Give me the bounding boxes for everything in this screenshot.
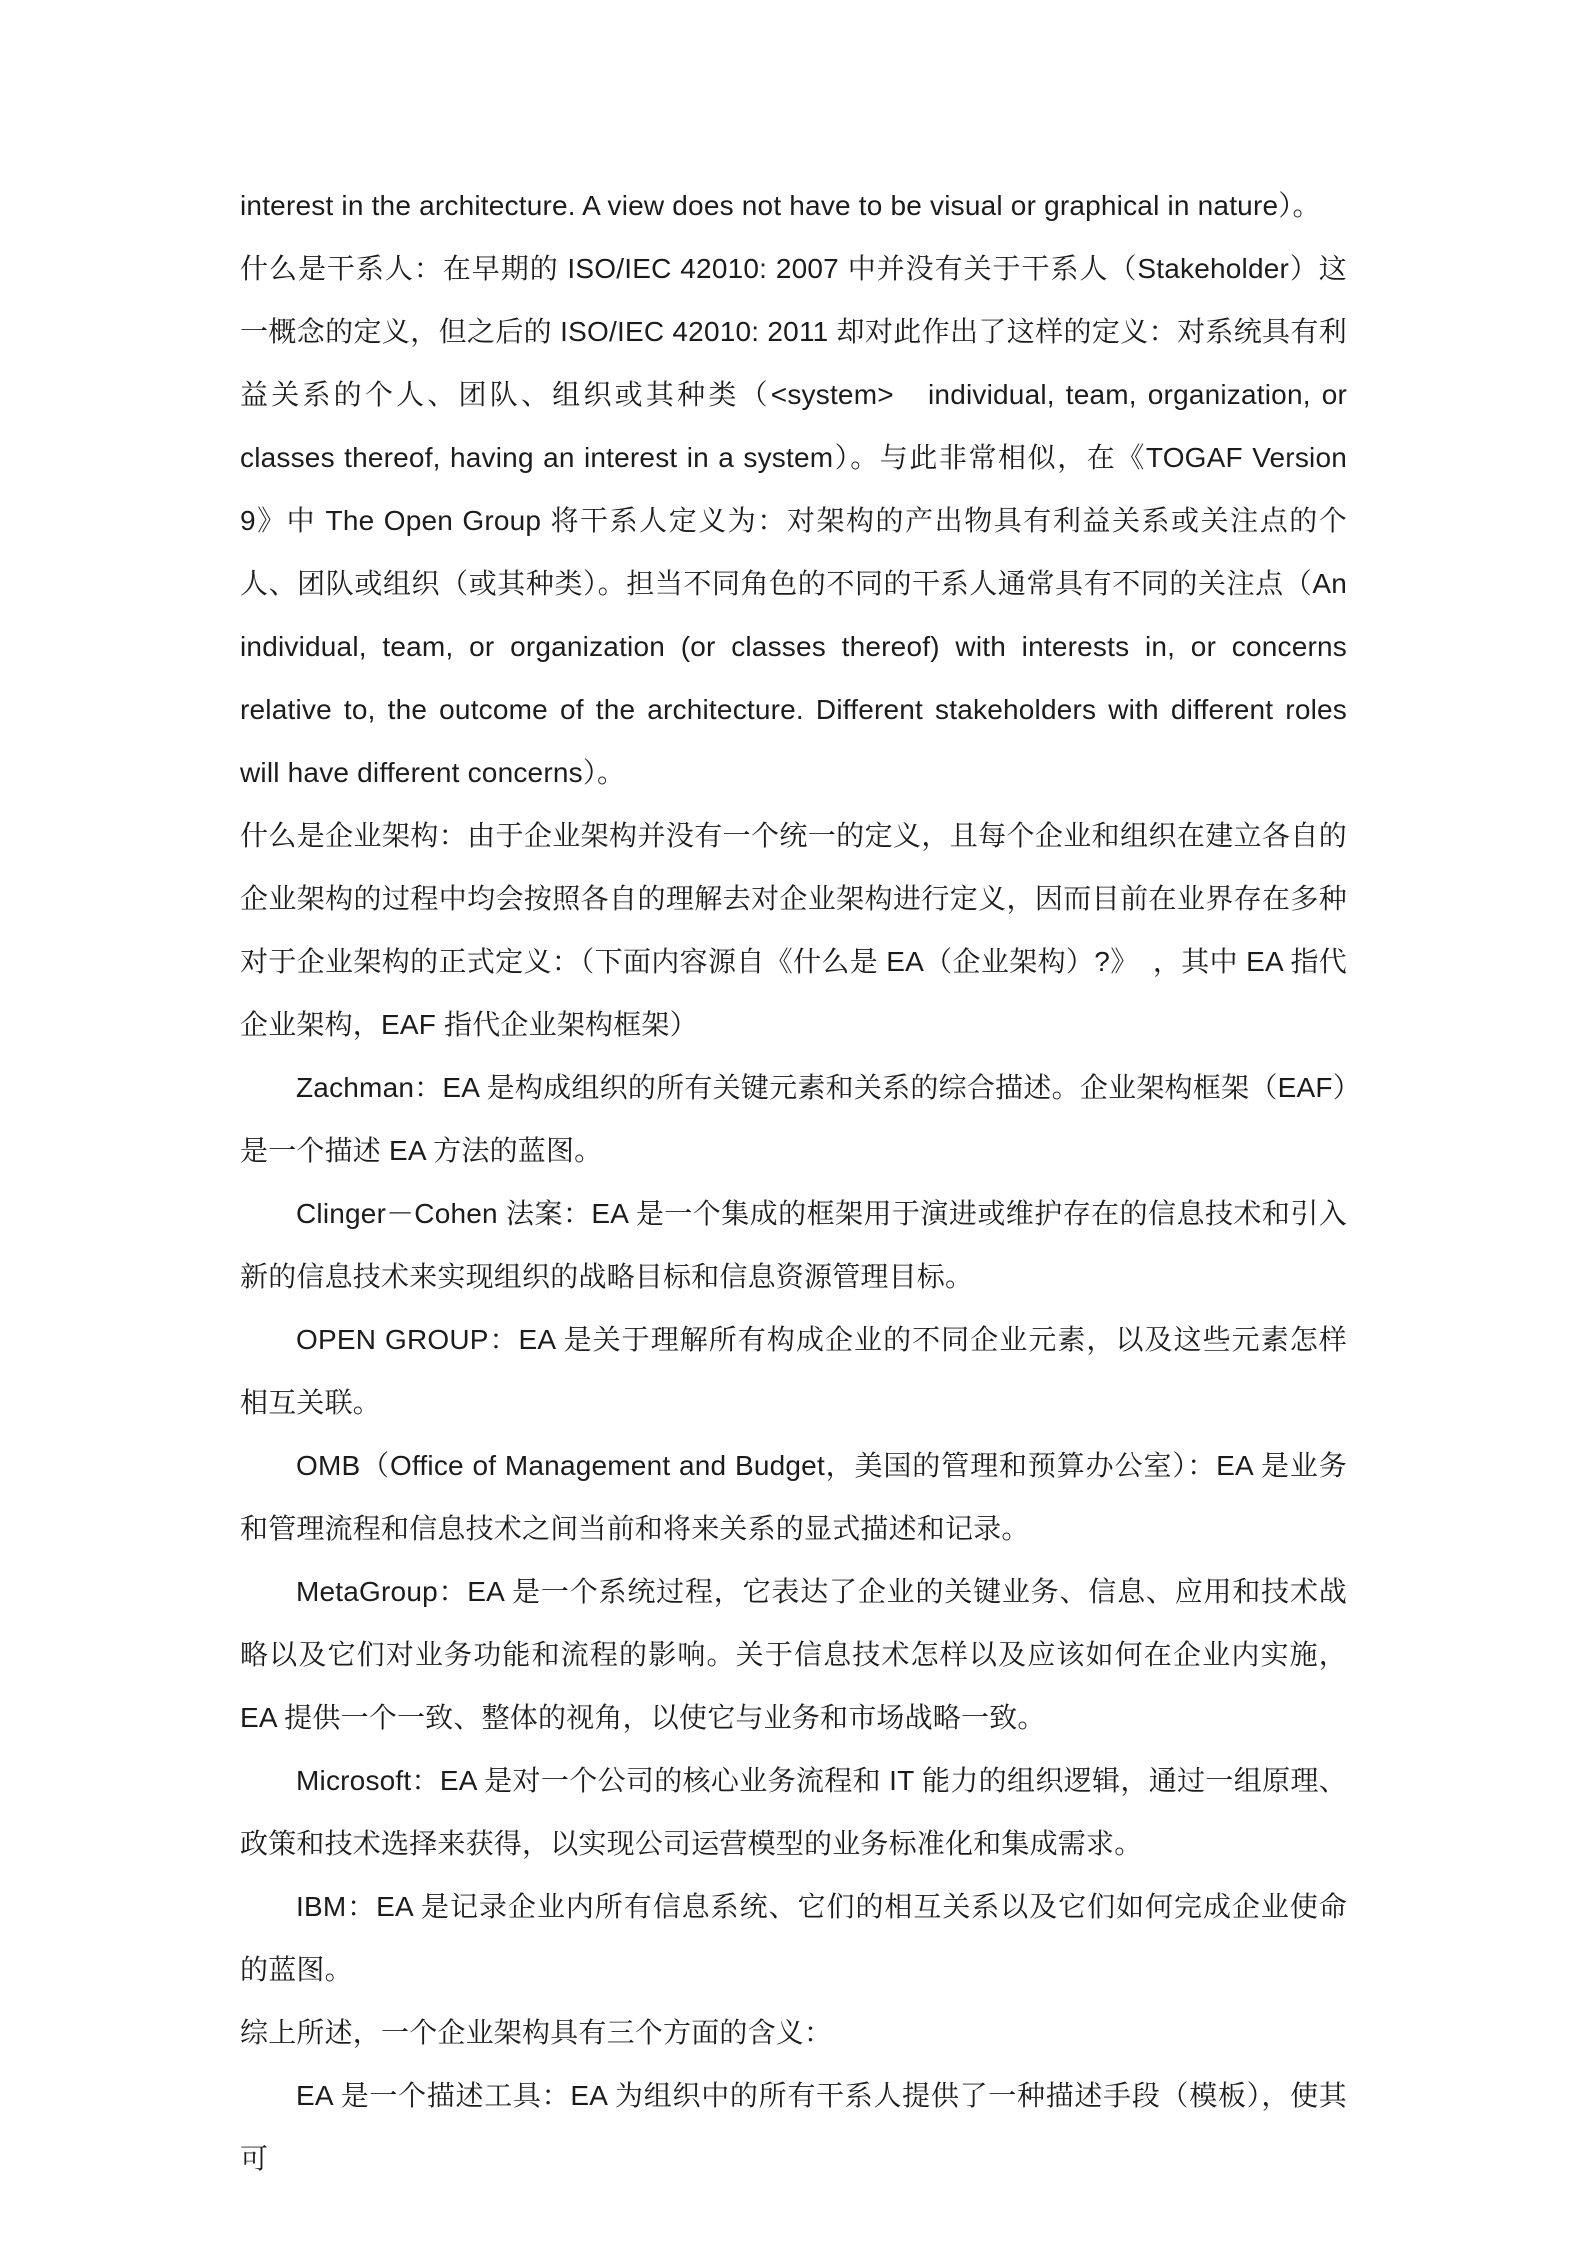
paragraph-continuation-from-previous-page: interest in the architecture. A view does not have to be visual or graphical in nature）。 — [240, 190, 1321, 221]
paragraph-stakeholder-definition: 什么是干系人：在早期的 ISO/IEC 42010: 2007 中并没有关于干系人（Stakeholder）这一概念的定义，但之后的 ISO/IEC 42010: 2011 却对此作出了这样的定义：对系统具有利益关系的个人、团队、组织或其种类（<system> individual, team, organization, or classes thereof, having an interest in a system）。与此非常相似，在《TOGAF Version 9》中 The Open Group 将干系人定义为：对架构的产出物具有利益关系或关注点的个人、团队或组织（或其种类）。担当不同角色的不同的干系人通常具有不同的关注点（An individual, team, or organization (or classes thereof) with interests in, or concerns relative to, the outcome of the architecture. Different stakeholders with different roles will have different concerns）。 — [240, 253, 1347, 788]
paragraph-open-group-definition: OPEN GROUP：EA 是关于理解所有构成企业的不同企业元素，以及这些元素怎样相互关联。 — [240, 1324, 1347, 1418]
paragraph-metagroup-definition: MetaGroup：EA 是一个系统过程，它表达了企业的关键业务、信息、应用和技术战略以及它们对业务功能和流程的影响。关于信息技术怎样以及应该如何在企业内实施，EA 提供一个一致、整体的视角，以使它与业务和市场战略一致。 — [240, 1576, 1347, 1733]
document-page — [240, 174, 1347, 2190]
paragraph-clinger-cohen-definition: Clinger－Cohen 法案：EA 是一个集成的框架用于演进或维护存在的信息技术和引入新的信息技术来实现组织的战略目标和信息资源管理目标。 — [240, 1198, 1347, 1292]
paragraph-omb-definition: OMB（Office of Management and Budget，美国的管理和预算办公室）：EA 是业务和管理流程和信息技术之间当前和将来关系的显式描述和记录。 — [240, 1450, 1347, 1544]
paragraph-microsoft-definition: Microsoft：EA 是对一个公司的核心业务流程和 IT 能力的组织逻辑，通过一组原理、政策和技术选择来获得，以实现公司运营模型的业务标准化和集成需求。 — [240, 1765, 1347, 1859]
paragraph-ibm-definition: IBM：EA 是记录企业内所有信息系统、它们的相互关系以及它们如何完成企业使命的蓝图。 — [240, 1891, 1347, 1985]
paragraph-ea-definition-intro: 什么是企业架构：由于企业架构并没有一个统一的定义，且每个企业和组织在建立各自的企业架构的过程中均会按照各自的理解去对企业架构进行定义，因而目前在业界存在多种对于企业架构的正式定义：（下面内容源自《什么是 EA（企业架构）?》 ，其中 EA 指代企业架构，EAF 指代企业架构框架） — [240, 820, 1347, 1040]
paragraph-summary-three-aspects: 综上所述，一个企业架构具有三个方面的含义： — [240, 2017, 833, 2048]
paragraph-zachman-definition: Zachman：EA 是构成组织的所有关键元素和关系的综合描述。企业架构框架（EAF）是一个描述 EA 方法的蓝图。 — [240, 1072, 1347, 1166]
paragraph-ea-description-tool: EA 是一个描述工具：EA 为组织中的所有干系人提供了一种描述手段（模板），使其可 — [240, 2080, 1347, 2174]
